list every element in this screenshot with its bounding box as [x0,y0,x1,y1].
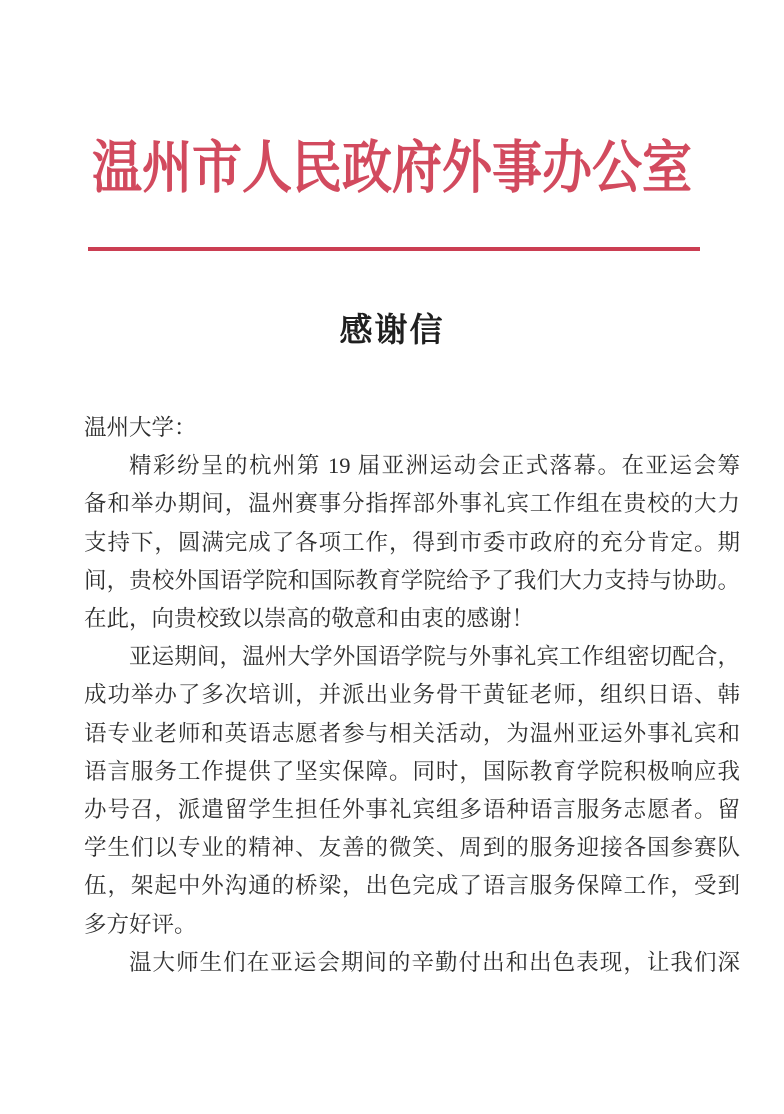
body-line: 在此，向贵校致以崇高的敬意和由衷的感谢！ [84,606,535,632]
body-line: 精彩纷呈的杭州第 19 届亚洲运动会正式落幕。在亚运会筹 [129,453,740,479]
document-title: 感谢信 [339,313,445,349]
body-line: 间，贵校外国语学院和国际教育学院给予了我们大力支持与协助。 [84,567,740,593]
body-line: 亚运期间，温州大学外国语学院与外事礼宾工作组密切配合， [129,644,740,670]
body-line: 语言服务工作提供了坚实保障。同时，国际教育学院积极响应我 [84,758,740,784]
body-line: 语专业老师和英语志愿者参与相关活动，为温州亚运外事礼宾和 [84,720,740,746]
body-line: 办号召，派遣留学生担任外事礼宾组多语种语言服务志愿者。留 [84,797,740,823]
body-line: 温州大学： [84,415,197,440]
body-line: 多方好评。 [84,911,197,937]
letterhead-divider [88,247,700,251]
letter-body [84,409,740,982]
body-line: 成功举办了多次培训，并派出业务骨干黄钲老师，组织日语、韩 [84,682,740,708]
letterhead-agency-title: 温州市人民政府外事办公室 [92,135,692,200]
body-line: 伍，架起中外沟通的桥梁，出色完成了语言服务保障工作，受到 [84,873,740,899]
body-line: 温大师生们在亚运会期间的辛勤付出和出色表现，让我们深 [129,949,740,975]
body-line: 备和举办期间，温州赛事分指挥部外事礼宾工作组在贵校的大力 [84,491,740,517]
body-line: 学生们以专业的精神、友善的微笑、周到的服务迎接各国参赛队 [84,835,740,861]
body-line: 支持下，圆满完成了各项工作，得到市委市政府的充分肯定。期 [84,529,740,555]
